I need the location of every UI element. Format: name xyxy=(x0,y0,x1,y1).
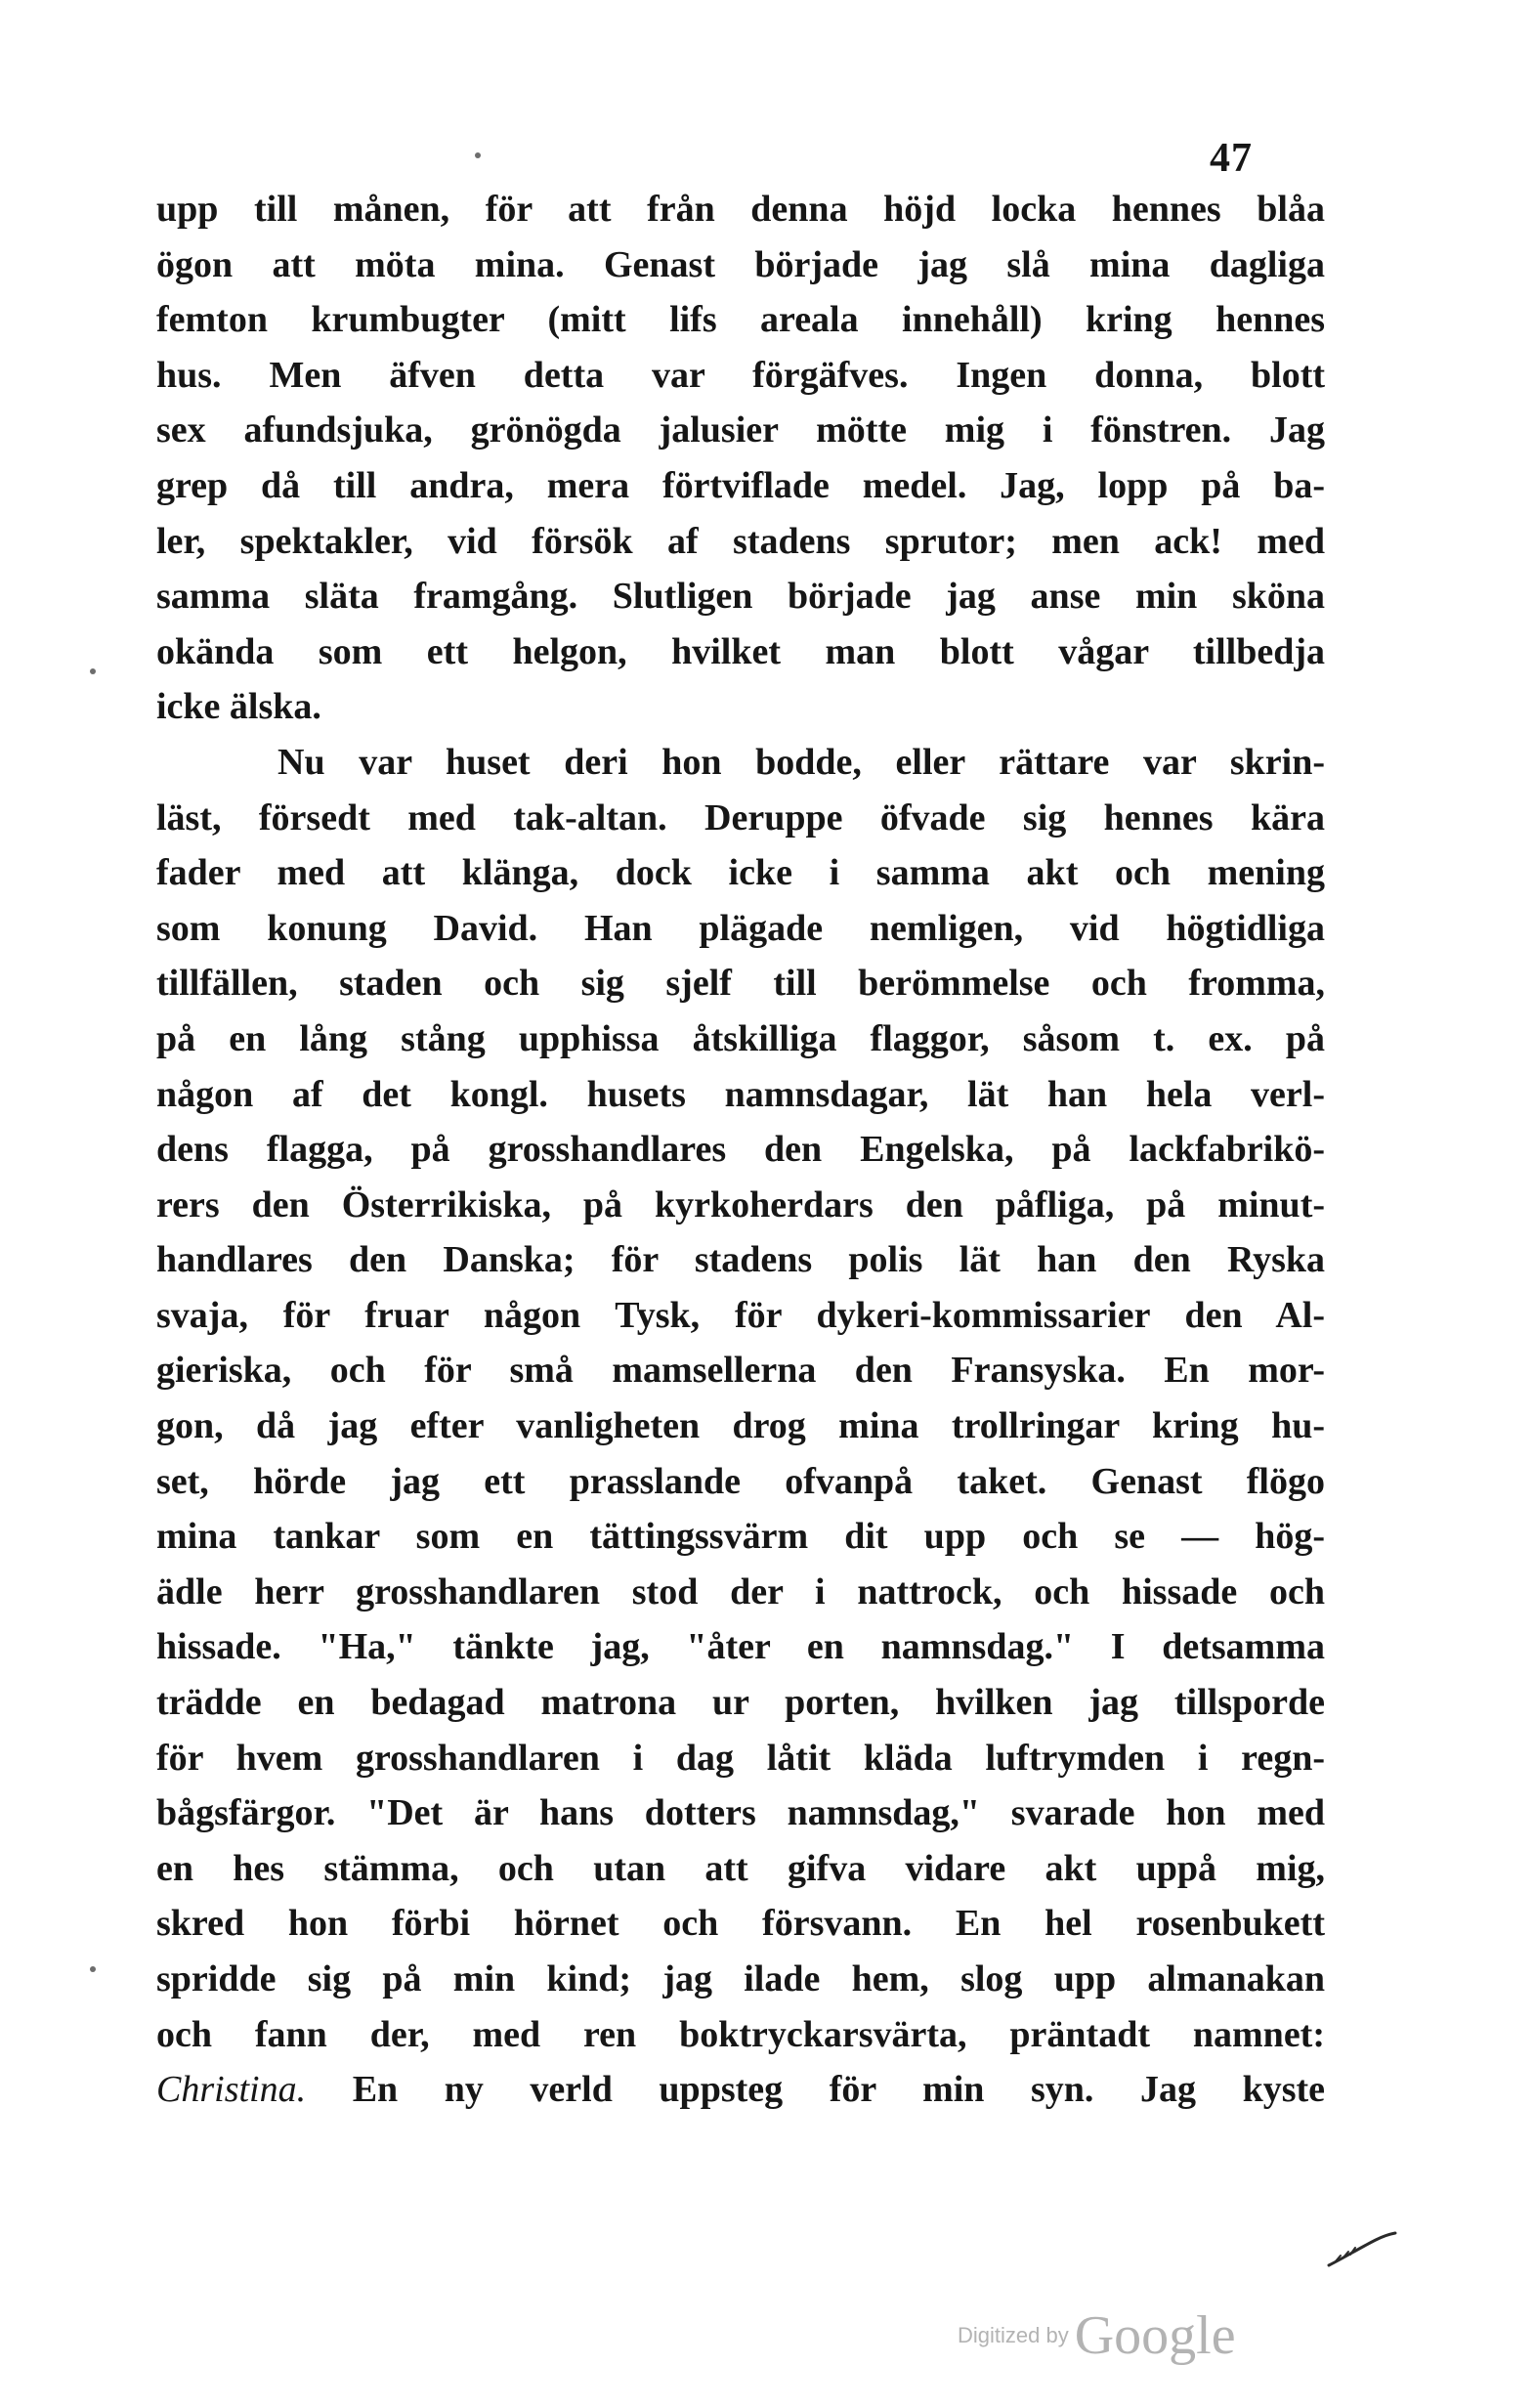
text-line: handlares den Danska; för stadens polis lät han den Ryska xyxy=(156,1239,1325,1281)
paragraph-2 xyxy=(156,735,1325,2118)
text-line: som konung David. Han plägade nemligen, vid högtidliga xyxy=(156,907,1325,949)
text-line: okända som ett helgon, hvilket man blott vågar tillbedja xyxy=(156,630,1325,672)
text-line: samma släta framgång. Slutligen började jag anse min sköna xyxy=(156,576,1325,618)
ink-flourish-icon xyxy=(1325,2230,1397,2269)
text-line: skred hon förbi hörnet och försvann. En hel rosenbukett xyxy=(156,1903,1325,1945)
page-number: 47 xyxy=(1210,136,1253,181)
stray-ink-dot xyxy=(90,668,96,674)
text-line: hus. Men äfven detta var förgäfves. Ingen donna, blott xyxy=(156,354,1325,396)
text-line: upp till månen, för att från denna höjd locka hennes blåa xyxy=(156,189,1325,230)
text-line: grep då till andra, mera förtviflade medel. Jag, lopp på ba- xyxy=(156,464,1325,506)
text-line: femton krumbugter (mitt lifs areala innehåll) kring hennes xyxy=(156,299,1325,341)
text-line: trädde en bedagad matrona ur porten, hvilken jag tillsporde xyxy=(156,1682,1325,1724)
text-line: ler, spektakler, vid försök af stadens sprutor; men ack! med xyxy=(156,520,1325,562)
text-line: icke älska. xyxy=(156,686,321,728)
watermark-brand: Google xyxy=(1074,2305,1236,2366)
body-text xyxy=(156,182,1325,2118)
stray-ink-dot xyxy=(90,1966,96,1972)
text-line: sex afundsjuka, grönögda jalusier mötte mig i fönstren. Jag xyxy=(156,409,1325,452)
text-line: gon, då jag efter vanligheten drog mina trollringar kring hu- xyxy=(156,1405,1325,1447)
text-line: en hes stämma, och utan att gifva vidare akt uppå mig, xyxy=(156,1847,1325,1889)
last-text-line xyxy=(156,2062,1325,2118)
text-line: rers den Österrikiska, på kyrkoherdars den påfliga, på minut- xyxy=(156,1183,1325,1226)
paragraph-1 xyxy=(156,182,1325,735)
text-line: spridde sig på min kind; jag ilade hem, slog upp almanakan xyxy=(156,1958,1325,2000)
text-line: svaja, för fruar någon Tysk, för dykeri-kommissarier den Al- xyxy=(156,1294,1325,1336)
text-line: ögon att möta mina. Genast började jag slå mina dagliga xyxy=(156,243,1325,285)
watermark-prefix: Digitized by xyxy=(958,2323,1069,2347)
text-line: läst, försedt med tak-altan. Deruppe öfvade sig hennes kära xyxy=(156,796,1325,838)
text-line: och fann der, med ren boktryckarsvärta, präntadt namnet: xyxy=(156,2013,1325,2055)
text-line: mina tankar som en tättingssvärm dit upp och se — hög- xyxy=(156,1516,1325,1558)
stray-ink-dot xyxy=(475,152,481,158)
text-line: för hvem grosshandlaren i dag låtit kläda luftrymden i regn- xyxy=(156,1737,1325,1779)
digitized-watermark xyxy=(958,2304,1236,2367)
text-line: ädle herr grosshandlaren stod der i nattrock, och hissade och xyxy=(156,1570,1325,1612)
last-line-rest: En ny verld uppsteg för min syn. Jag kyste xyxy=(352,2069,1326,2111)
text-line: bågsfärgor. "Det är hans dotters namnsdag," svarade hon med xyxy=(156,1792,1325,1834)
italic-name: Christina. xyxy=(156,2069,307,2111)
text-line: någon af det kongl. husets namnsdagar, lät han hela verl- xyxy=(156,1073,1325,1115)
text-line: tillfällen, staden och sig sjelf till berömmelse och fromma, xyxy=(156,963,1325,1005)
text-line: på en lång stång upphissa åtskilliga flaggor, såsom t. ex. på xyxy=(156,1017,1325,1059)
text-line: set, hörde jag ett prasslande ofvanpå taket. Genast flögo xyxy=(156,1460,1325,1502)
text-line: Nu var huset deri hon bodde, eller rättare var skrin- xyxy=(277,741,1325,783)
text-line: hissade. "Ha," tänkte jag, "åter en namnsdag." I detsamma xyxy=(156,1626,1325,1668)
text-line: gieriska, och för små mamsellerna den Fransyska. En mor- xyxy=(156,1350,1325,1392)
text-line: dens flagga, på grosshandlares den Engelska, på lackfabrikö- xyxy=(156,1129,1325,1171)
text-line: fader med att klänga, dock icke i samma akt och mening xyxy=(156,852,1325,894)
